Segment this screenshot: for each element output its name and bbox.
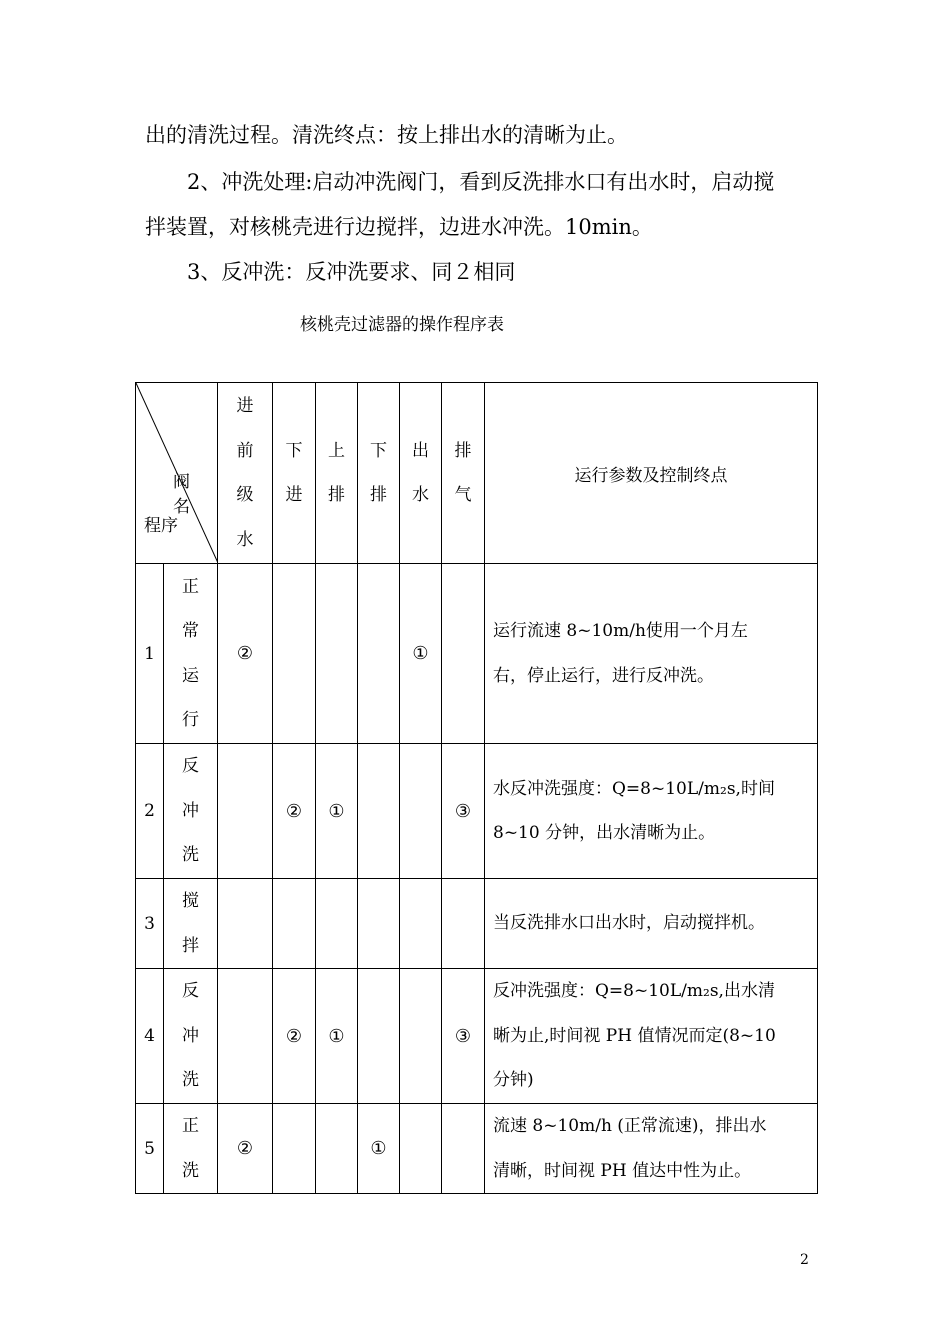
- valve-mark: [273, 1104, 316, 1194]
- row-number: 1: [136, 564, 164, 744]
- paragraph-line-1: 出的清洗过程。清洗终点：按上排出水的清晰为止。: [145, 123, 628, 147]
- params-cell: 流速 8~10m/h (正常流速)，排出水 清晰，时间视 PH 值达中性为止。: [485, 1104, 818, 1194]
- valve-mark: ①: [358, 1104, 400, 1194]
- header-outlet: 出 水: [400, 383, 442, 564]
- valve-mark: [400, 969, 442, 1104]
- valve-mark: [358, 879, 400, 969]
- corner-procedure-label: 程序: [144, 516, 178, 536]
- valve-mark: [273, 564, 316, 744]
- valve-mark: ②: [218, 564, 273, 744]
- procedure-name: 正 常 运 行: [164, 564, 218, 744]
- paragraph-line-3: 拌装置，对核桃壳进行边搅拌，边进水冲洗。10min。: [145, 215, 653, 239]
- valve-mark: [442, 879, 485, 969]
- header-lower-inlet: 下 进: [273, 383, 316, 564]
- valve-mark: [400, 1104, 442, 1194]
- valve-mark: ③: [442, 969, 485, 1104]
- procedure-name: 正 洗: [164, 1104, 218, 1194]
- procedure-name: 搅 拌: [164, 879, 218, 969]
- valve-mark: [218, 744, 273, 879]
- table-caption: 核桃壳过滤器的操作程序表: [300, 315, 504, 335]
- header-params: 运行参数及控制终点: [485, 383, 818, 564]
- valve-mark: [442, 564, 485, 744]
- params-cell: 运行流速 8~10m/h使用一个月左 右，停止运行，进行反冲洗。: [485, 564, 818, 744]
- row-number: 4: [136, 969, 164, 1104]
- page-number: 2: [800, 1252, 809, 1268]
- valve-mark: ②: [273, 969, 316, 1104]
- valve-mark: ③: [442, 744, 485, 879]
- valve-mark: [316, 1104, 358, 1194]
- header-corner-cell: [136, 383, 218, 564]
- valve-mark: [442, 1104, 485, 1194]
- row-number: 2: [136, 744, 164, 879]
- header-upper-drain: 上 排: [316, 383, 358, 564]
- params-cell: 当反洗排水口出水时，启动搅拌机。: [485, 879, 818, 969]
- valve-mark: [218, 879, 273, 969]
- valve-mark: ①: [316, 744, 358, 879]
- paragraph-line-2: 2、冲洗处理:启动冲洗阀门，看到反洗排水口有出水时，启动搅: [187, 170, 775, 194]
- procedure-name: 反 冲 洗: [164, 744, 218, 879]
- valve-mark: [358, 564, 400, 744]
- valve-mark: [218, 969, 273, 1104]
- header-pre-inlet: 进 前 级 水: [218, 383, 273, 564]
- table-row: [136, 1104, 818, 1194]
- valve-mark: [358, 969, 400, 1104]
- valve-mark: [316, 564, 358, 744]
- corner-valve-label: 阀 名: [173, 472, 198, 517]
- table-row: [136, 969, 818, 1104]
- table-row: [136, 879, 818, 969]
- valve-mark: [316, 879, 358, 969]
- valve-mark: ①: [400, 564, 442, 744]
- valve-mark: [358, 744, 400, 879]
- table-header-row: [136, 383, 818, 564]
- header-vent: 排 气: [442, 383, 485, 564]
- params-cell: 反冲洗强度：Q=8~10L/m₂s,出水清 晰为止,时间视 PH 值情况而定(8~10 分钟): [485, 969, 818, 1104]
- valve-mark: [400, 744, 442, 879]
- header-lower-drain: 下 排: [358, 383, 400, 564]
- procedure-name: 反 冲 洗: [164, 969, 218, 1104]
- valve-mark: [273, 879, 316, 969]
- valve-mark: [400, 879, 442, 969]
- paragraph-line-4: 3、反冲洗：反冲洗要求、同２相同: [187, 260, 516, 284]
- operation-procedure-table: [135, 382, 818, 1194]
- valve-mark: ①: [316, 969, 358, 1104]
- valve-mark: ②: [273, 744, 316, 879]
- valve-mark: ②: [218, 1104, 273, 1194]
- table-row: [136, 744, 818, 879]
- table-row: [136, 564, 818, 744]
- params-cell: 水反冲洗强度：Q=8~10L/m₂s,时间 8~10 分钟，出水清晰为止。: [485, 744, 818, 879]
- row-number: 5: [136, 1104, 164, 1194]
- row-number: 3: [136, 879, 164, 969]
